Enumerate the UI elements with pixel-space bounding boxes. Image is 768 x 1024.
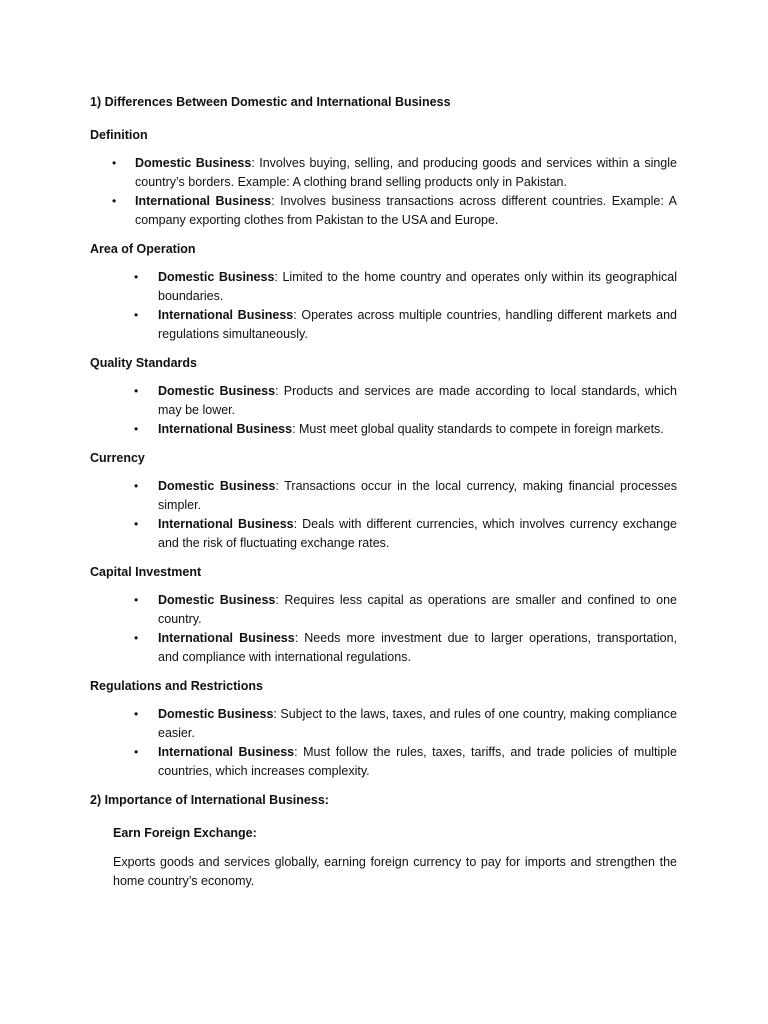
list-item: [90, 382, 677, 420]
item-text: : Deals with different currencies, which involves currency exchange and the risk of fluctuating exchange rates.: [158, 517, 678, 550]
document-title: 1) Differences Between Domestic and International Business: [90, 95, 451, 109]
list-item: [90, 743, 677, 781]
item-text: : Limited to the home country and operates only within its geographical boundaries.: [158, 270, 677, 303]
item-text: : Operates across multiple countries, handling different markets and regulations simultaneously.: [158, 308, 677, 341]
section-heading-definition: Definition: [90, 128, 148, 142]
list-item: [90, 629, 677, 667]
list-item: [90, 268, 677, 306]
bullet-icon: •: [134, 745, 139, 759]
item-text: : Subject to the laws, taxes, and rules of one country, making compliance easier.: [158, 707, 677, 740]
term-label: International Business: [158, 422, 293, 436]
term-label: International Business: [158, 308, 294, 322]
bullet-list-quality-standards: [90, 382, 677, 439]
term-label: Domestic Business: [158, 270, 275, 284]
list-item: [90, 192, 677, 230]
item-text: : Must follow the rules, taxes, tariffs, and trade policies of multiple countries, which increases complexity.: [158, 745, 677, 778]
part2-heading: 2) Importance of International Business:: [90, 793, 329, 807]
list-item: [90, 154, 677, 192]
item-text: : Products and services are made according to local standards, which may be lower.: [158, 384, 677, 417]
section-heading-regulations: Regulations and Restrictions: [90, 679, 263, 693]
term-label: International Business: [158, 517, 294, 531]
list-item: [90, 705, 677, 743]
bullet-icon: •: [134, 479, 139, 493]
term-label: Domestic Business: [135, 156, 252, 170]
item-text: : Involves business transactions across different countries. Example: A company exporting clothes from Pakistan to the USA and Europe.: [135, 194, 678, 227]
bullet-icon: •: [134, 707, 139, 721]
section-heading-quality-standards: Quality Standards: [90, 356, 197, 370]
term-label: International Business: [158, 631, 295, 645]
bullet-icon: •: [134, 517, 139, 531]
section-heading-area-of-operation: Area of Operation: [90, 242, 196, 256]
bullet-list-capital-investment: [90, 591, 677, 667]
part2-subheading: Earn Foreign Exchange:: [113, 826, 257, 840]
term-label: Domestic Business: [158, 479, 276, 493]
section-heading-capital-investment: Capital Investment: [90, 565, 202, 579]
list-item: [90, 515, 677, 553]
item-text: : Involves buying, selling, and producing goods and services within a single country’s borders. Example: A clothing brand selling products only in Pakistan.: [135, 156, 677, 189]
bullet-icon: •: [134, 593, 139, 607]
bullet-icon: •: [112, 194, 117, 208]
bullet-list-regulations: [90, 705, 677, 781]
bullet-list-area-of-operation: [90, 268, 677, 344]
item-text: : Must meet global quality standards to compete in foreign markets.: [292, 422, 664, 436]
term-label: International Business: [135, 194, 272, 208]
bullet-icon: •: [134, 308, 139, 322]
list-item: [90, 420, 677, 439]
term-label: Domestic Business: [158, 593, 276, 607]
item-text: : Requires less capital as operations are smaller and confined to one country.: [158, 593, 677, 626]
bullet-icon: •: [112, 156, 117, 170]
bullet-list-currency: [90, 477, 677, 553]
term-label: Domestic Business: [158, 384, 276, 398]
list-item: [90, 477, 677, 515]
bullet-list-definition: [90, 154, 677, 230]
term-label: Domestic Business: [158, 707, 274, 721]
list-item: [90, 591, 677, 629]
part2-paragraph: Exports goods and services globally, earning foreign currency to pay for imports and strengthen the home country’s economy.: [113, 855, 677, 888]
term-label: International Business: [158, 745, 295, 759]
list-item: [90, 306, 677, 344]
section-heading-currency: Currency: [90, 451, 145, 465]
bullet-icon: •: [134, 384, 139, 398]
bullet-icon: •: [134, 270, 139, 284]
item-text: : Transactions occur in the local currency, making financial processes simpler.: [158, 479, 677, 512]
bullet-icon: •: [134, 631, 139, 645]
bullet-icon: •: [134, 422, 139, 436]
item-text: : Needs more investment due to larger operations, transportation, and compliance with international regulations.: [158, 631, 677, 664]
